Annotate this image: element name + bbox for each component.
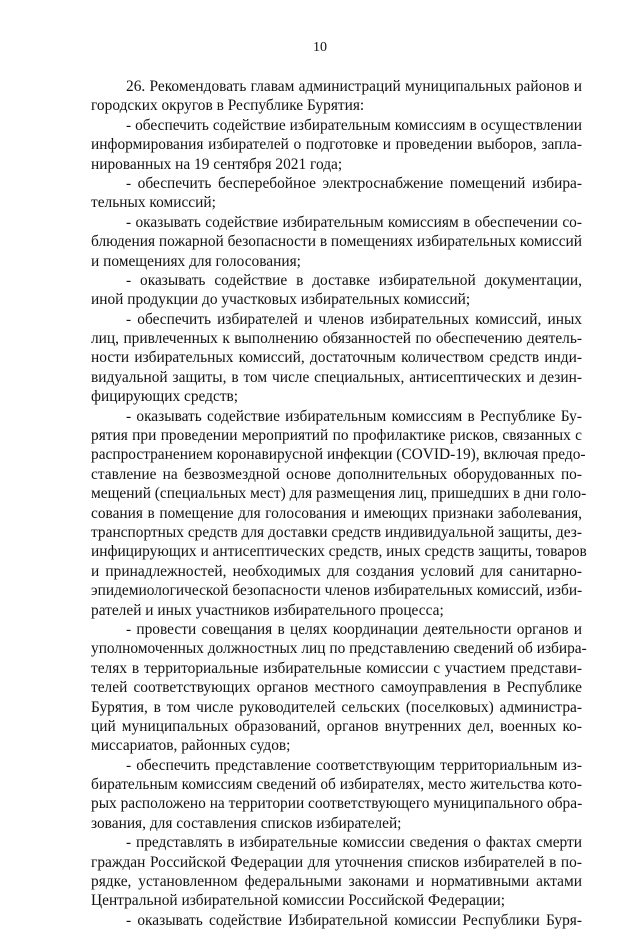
- paragraph-line: - обеспечить бесперебойное электроснабжение помещений избира-: [126, 174, 582, 192]
- paragraph-line: видуальной защиты, в том числе специальных, антисептических и дезин-: [91, 368, 582, 386]
- paragraph-line: Центральной избирательной комиссии Российской Федерации;: [91, 892, 505, 910]
- paragraph-line: Бурятия, в том числе руководителей сельских (поселковых) администра-: [91, 698, 582, 716]
- paragraph-line: миссариатов, районных судов;: [91, 737, 291, 755]
- paragraph-line: ности избирательных комиссий, достаточным количеством средств инди-: [91, 349, 582, 367]
- paragraph-line: информирования избирателей о подготовке и проведении выборов, запла-: [91, 136, 582, 154]
- paragraph-line: - оказывать содействие избирательным комиссиям в обеспечении со-: [126, 213, 582, 231]
- paragraph-line: нированных на 19 сентября 2021 года;: [91, 155, 343, 173]
- paragraph-line: иной продукции до участковых избирательных комиссий;: [91, 291, 471, 309]
- paragraph-line: мещений (специальных мест) для размещения лиц, пришедших в дни голо-: [91, 485, 587, 503]
- paragraph-line: - оказывать содействие в доставке избирательной документации,: [126, 271, 582, 289]
- paragraph-line: городских округов в Республике Бурятия:: [91, 97, 365, 115]
- paragraph-line: распространением коронавирусной инфекции (COVID-19), включая предо-: [91, 446, 586, 464]
- paragraph-line: блюдения пожарной безопасности в помещениях избирательных комиссий: [91, 233, 583, 251]
- paragraph-line: рателей и иных участников избирательного процесса;: [91, 601, 444, 619]
- paragraph-line: телях в территориальные избирательные комиссии с участием представи-: [91, 659, 582, 677]
- paragraph-line: рых расположено на территории соответствующего муниципального обра-: [91, 795, 583, 813]
- paragraph-line: фицирующих средств;: [91, 388, 239, 406]
- paragraph-line: и помещениях для голосования;: [91, 252, 301, 270]
- paragraph-line: граждан Российской Федерации для уточнения списков избирателей в по-: [91, 853, 582, 871]
- paragraph-line: эпидемиологической безопасности членов избирательных комиссий, изби-: [91, 582, 583, 600]
- paragraph-line: - оказывать содействие Избирательной комиссии Республики Буря-: [126, 911, 582, 929]
- paragraph-line: - обеспечить избирателей и членов избирательных комиссий, иных: [126, 310, 582, 328]
- paragraph-line: ставление на безвозмездной основе дополнительных оборудованных по-: [91, 465, 582, 483]
- paragraph-line: телей соответствующих органов местного самоуправления в Республике: [91, 679, 582, 697]
- paragraph-line: - провести совещания в целях координации деятельности органов и: [126, 620, 582, 638]
- body-text: [91, 77, 587, 930]
- paragraph-line: уполномоченных должностных лиц по представлению сведений об избира-: [91, 640, 587, 658]
- paragraph-line: 26. Рекомендовать главам администраций муниципальных районов и: [126, 78, 582, 95]
- paragraph-line: - обеспечить представление соответствующим территориальным из-: [126, 756, 582, 774]
- paragraph-line: рятия при проведении мероприятий по профилактике рисков, связанных с: [91, 427, 582, 445]
- paragraph-line: зования, для составления списков избирателей;: [91, 814, 402, 832]
- paragraph-line: - обеспечить содействие избирательным комиссиям в осуществлении: [126, 116, 582, 134]
- paragraph-line: ций муниципальных образований, органов внутренних дел, военных ко-: [91, 717, 582, 735]
- paragraph-line: - оказывать содействие избирательным комиссиям в Республике Бу-: [126, 407, 582, 425]
- paragraph-line: рядке, установленном федеральными законами и нормативными актами: [91, 873, 582, 891]
- paragraph-line: инфицирующих и антисептических средств, иных средств защиты, товаров: [91, 543, 587, 561]
- paragraph-line: - представлять в избирательные комиссии сведения о фактах смерти: [126, 834, 582, 852]
- paragraph-line: сования в помещение для голосования и имеющих признаки заболевания,: [91, 504, 582, 522]
- paragraph-line: и принадлежностей, необходимых для создания условий для санитарно-: [91, 562, 582, 580]
- paragraph-line: лиц, привлеченных к выполнению обязанностей по обеспечению деятель-: [91, 330, 582, 348]
- paragraph-line: тельных комиссий;: [91, 194, 216, 212]
- paragraph-line: бирательным комиссиям сведений об избирателях, место жительства кото-: [91, 776, 582, 794]
- paragraph-line: транспортных средств для доставки средств индивидуальной защиты, дез-: [91, 523, 582, 541]
- page-number: 10: [313, 40, 327, 55]
